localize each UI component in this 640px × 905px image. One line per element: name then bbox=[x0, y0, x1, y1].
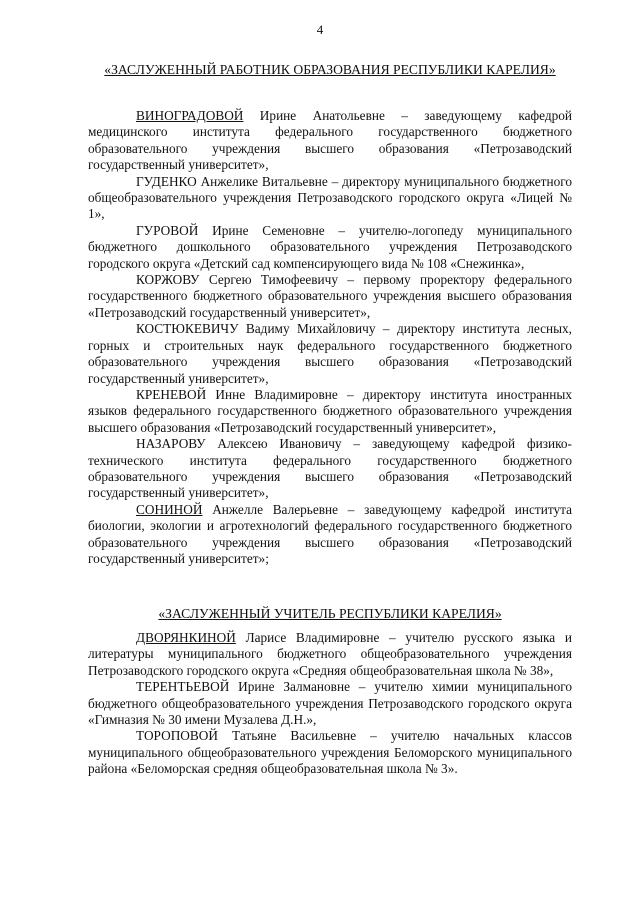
entry-text: ТОРОПОВОЙ Татьяне Васильевне – учителю начальных классов муниципального общеобразовательного учреждения Беломорского муниципального района «Беломорская средняя общеобразовательная школа № 3». bbox=[88, 728, 572, 777]
award-entry bbox=[88, 223, 572, 272]
entry-text: ГУРОВОЙ Ирине Семеновне – учителю-логопеду муниципального бюджетного дошкольного образовательного учреждения Петрозаводского городского округа «Детский сад компенсирующего вида № 108 «Снежинка», bbox=[88, 222, 572, 271]
award-entry bbox=[88, 321, 572, 387]
section-entries bbox=[88, 108, 572, 567]
entry-text: НАЗАРОВУ Алексею Ивановичу – заведующему кафедрой физико-технического института федерального государственного бюджетного образовательного учреждения высшего образования «Петрозаводский государственный университет», bbox=[88, 436, 572, 501]
award-entry bbox=[88, 272, 572, 321]
page-number: 4 bbox=[316, 22, 324, 37]
award-entry bbox=[88, 108, 572, 174]
entry-text: КРЕНЕВОЙ Инне Владимировне – директору института иностранных языков федерального государственного бюджетного образовательного учреждения высшего образования «Петрозаводский государственный университет», bbox=[88, 386, 572, 435]
section-heading: «ЗАСЛУЖЕННЫЙ УЧИТЕЛЬ РЕСПУБЛИКИ КАРЕЛИЯ» bbox=[158, 606, 502, 621]
award-entry bbox=[88, 387, 572, 436]
award-entry bbox=[88, 630, 572, 679]
section-entries bbox=[88, 630, 572, 778]
entry-surname: ДВОРЯНКИНОЙ bbox=[136, 630, 236, 645]
award-entry bbox=[88, 502, 572, 568]
entry-text: ТЕРЕНТЬЕВОЙ Ирине Залмановне – учителю химии муниципального бюджетного общеобразовательного учреждения Петрозаводского городского округа «Гимназия № 30 имени Музалева Д.Н.», bbox=[88, 679, 572, 728]
entry-text: ГУДЕНКО Анжелике Витальевне – директору муниципального бюджетного общеобразовательного учреждения Петрозаводского городского округа «Лицей № 1», bbox=[88, 173, 572, 222]
award-entry bbox=[88, 174, 572, 223]
entry-surname: ВИНОГРАДОВОЙ bbox=[136, 108, 244, 123]
entry-text: Ларисе Владимировне – учителю русского языка и литературы муниципального бюджетного общеобразовательного учреждения Петрозаводского городского округа «Средняя общеобразовательная школа № 38», bbox=[88, 630, 572, 678]
entry-text: КОРЖОВУ Сергею Тимофеевичу – первому проректору федерального государственного бюджетного образовательного учреждения высшего образования «Петрозаводский государственный университет», bbox=[88, 272, 572, 320]
award-entry bbox=[88, 679, 572, 728]
award-entry bbox=[88, 728, 572, 777]
entry-surname: СОНИНОЙ bbox=[136, 501, 203, 517]
entry-text: Анжелле Валерьевне – заведующему кафедрой института биологии, экологии и агротехнологий федерального государственного бюджетного образовательного учреждения высшего образования «Петрозаводский государственный университет»; bbox=[88, 501, 572, 566]
award-entry bbox=[88, 436, 572, 502]
section-heading: «ЗАСЛУЖЕННЫЙ РАБОТНИК ОБРАЗОВАНИЯ РЕСПУБЛИКИ КАРЕЛИЯ» bbox=[104, 62, 556, 77]
entry-text: КОСТЮКЕВИЧУ Вадиму Михайловичу – директору института лесных, горных и строительных наук федерального государственного бюджетного образовательного учреждения высшего образования «Петрозаводский государственный университет», bbox=[88, 321, 572, 386]
entry-text: Ирине Анатольевне – заведующему кафедрой медицинского института федерального государственного бюджетного образовательного учреждения высшего образования «Петрозаводский государственный университет», bbox=[88, 108, 572, 173]
